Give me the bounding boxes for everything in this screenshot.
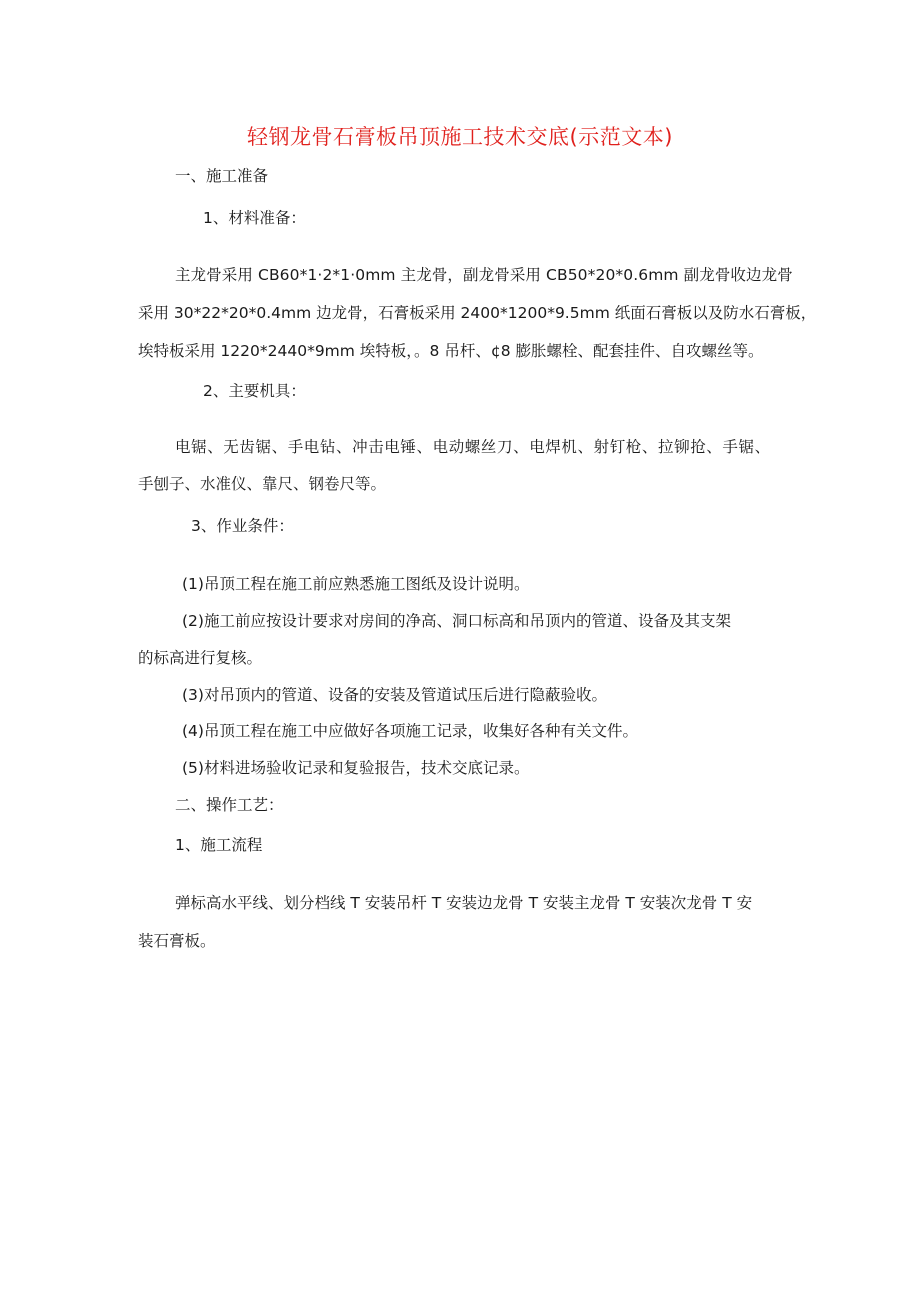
paragraph-line: 装石膏板。: [138, 932, 216, 950]
paragraph-line: 埃特板采用 1220*2440*9mm 埃特板，。8 吊杆、¢8 膨胀螺栓、配套挂件、自攻螺丝等。: [138, 342, 764, 360]
list-item: (3)对吊顶内的管道、设备的安装及管道试压后进行隐蔽验收。: [182, 686, 607, 704]
subheading-tools: 2、主要机具：: [203, 382, 306, 400]
section-heading-process: 二、操作工艺：: [175, 796, 284, 814]
list-item: (2)施工前应按设计要求对房间的净高、洞口标高和吊顶内的管道、设备及其支架: [182, 612, 731, 630]
list-item: (5)材料进场验收记录和复验报告，技术交底记录。: [182, 759, 530, 777]
section-heading-preparation: 一、施工准备: [175, 167, 269, 185]
paragraph-line: 弹标高水平线、划分档线 T 安装吊杆 T 安装边龙骨 T 安装主龙骨 T 安装次龙骨 T 安: [175, 894, 753, 912]
list-item: (4)吊顶工程在施工中应做好各项施工记录，收集好各种有关文件。: [182, 722, 638, 740]
paragraph-line: 电锯、无齿锯、手电钻、冲击电锤、电动螺丝刀、电焊机、射钉枪、拉铆抢、手锯、: [175, 438, 771, 456]
list-item-continuation: 的标高进行复核。: [138, 649, 263, 667]
document-title: 轻钢龙骨石膏板吊顶施工技术交底(示范文本): [247, 125, 673, 149]
subheading-workflow: 1、施工流程: [175, 836, 263, 854]
paragraph-line: 主龙骨采用 CB60*1·2*1·0mm 主龙骨，副龙骨采用 CB50*20*0.6mm 副龙骨收边龙骨: [175, 266, 793, 284]
paragraph-line: 采用 30*22*20*0.4mm 边龙骨，石膏板采用 2400*1200*9.5mm 纸面石膏板以及防水石膏板，: [138, 304, 817, 322]
paragraph-line: 手刨子、水准仪、靠尺、钢卷尺等。: [138, 475, 387, 493]
subheading-conditions: 3、作业条件：: [191, 517, 294, 535]
subheading-materials: 1、材料准备：: [203, 209, 306, 227]
list-item: (1)吊顶工程在施工前应熟悉施工图纸及设计说明。: [182, 575, 530, 593]
